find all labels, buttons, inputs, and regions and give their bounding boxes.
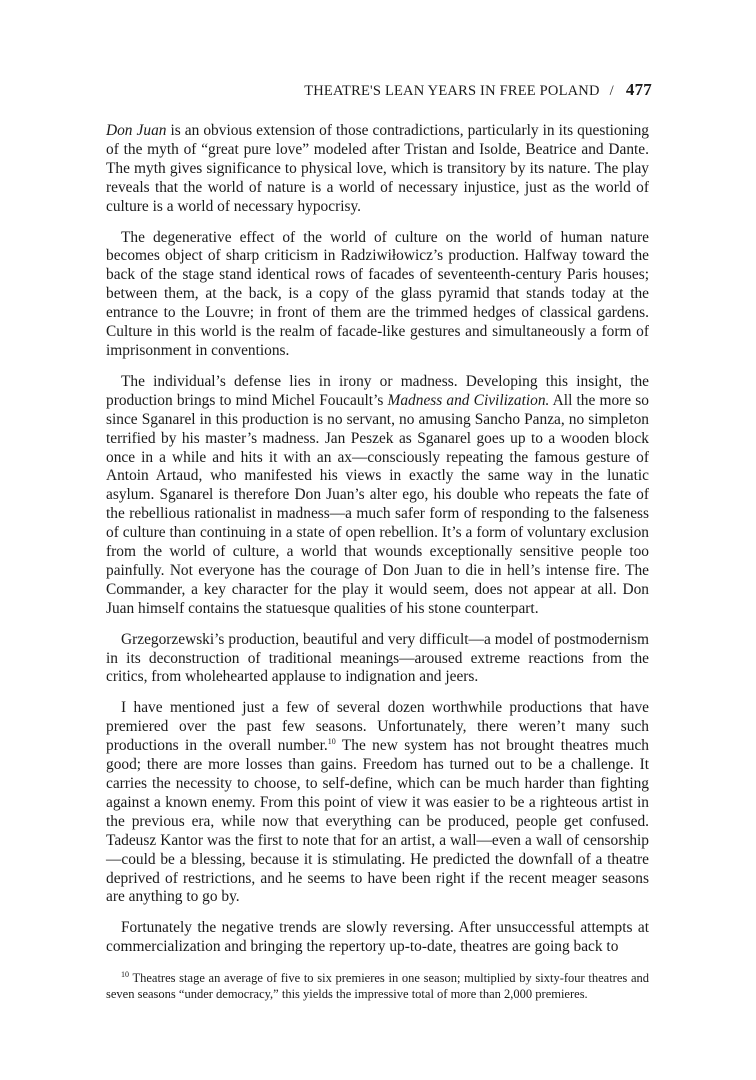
paragraph-2: The degenerative effect of the world of culture on the world of human nature becomes object of sharp criticism in Radziwiłowicz’s production. Halfway toward the back of the stage stand identical rows of facades of seventeenth-century Paris houses; between them, at the back, is a copy of the glass pyramid that stands today at the entrance to the Louvre; in front of them are the trimmed hedges of classical gardens. Culture in this world is the realm of facade-like gestures and simultaneously a form of imprisonment in conventions. (106, 228, 649, 359)
paragraph-5-text-a: I have mentioned just a few of several dozen worthwhile productions that have premiered over the past few seasons. Unfortunately, there weren’t many such productions in the overall number. (106, 699, 649, 755)
paragraph-3-text-a: The individual’s defense lies in irony or madness. Developing this insight, the production brings to mind Michel Foucault’s (106, 372, 649, 409)
play-title-italic: Don Juan (106, 122, 167, 139)
paragraph-3 (106, 373, 649, 619)
running-header (304, 80, 652, 100)
paragraph-3-text-b: All the more so since Sganarel in this production is no servant, no amusing Sancho Panza, no simpleton terrified by his master’s madness. Jan Peszek as Sganarel goes up to a wooden block once in a while and hits it with an ax—consciously repeating the famous gesture of Antoin Artaud, who manifested his views in exactly the same way in the lunatic asylum. Sganarel is therefore Don Juan’s alter ego, his double who repeats the fate of the rebellious rationalist in madness—a much safer form of responding to the falseness of culture than continuing in a state of open rebellion. It’s a form of voluntary exclusion from the world of culture, a world that wounds exceptionally sensitive people too painfully. Not everyone has the courage of Don Juan to die in hell’s intense fire. The Commander, a key character for the play it would seem, does not appear at all. Don Juan himself contains the statuesque qualities of his stone counterpart. (106, 391, 649, 617)
paragraph-6: Fortunately the negative trends are slowly reversing. After unsuccessful attempts at commercialization and bringing the repertory up-to-date, theatres are going back to (106, 919, 649, 956)
header-separator: / (609, 83, 614, 99)
paragraph-5-text-b: The new system has not brought theatres much good; there are more losses than gains. Freedom has turned out to be a challenge. It carries the necessity to choose, to self-define, which can be much harder than fighting against a known enemy. From this point of view it was easier to be a righteous artist in the previous era, while now that everything can be produced, people get confused. Tadeusz Kantor was the first to note that for an artist, a wall—even a wall of censorship—could be a blessing, because it is stimulating. He predicted the downfall of a theatre deprived of restrictions, and he seems to have been right if the recent meager seasons are anything to go by. (106, 737, 650, 906)
book-title-italic: Madness and Civilization. (387, 391, 550, 409)
page-number: 477 (625, 80, 652, 99)
footnote-text: Theatres stage an average of five to six premieres in one season; multiplied by sixty-four theatres and seven seasons “under democracy,” this yields the impressive total of more than 2,000 premieres. (106, 971, 649, 1001)
paragraph-5 (106, 699, 649, 907)
running-title: THEATRE'S LEAN YEARS IN FREE POLAND (304, 83, 600, 99)
footnote-reference[interactable]: 10 (327, 737, 336, 747)
footnote-marker: 10 (121, 969, 129, 979)
paragraph-4: Grzegorzewski’s production, beautiful and very difficult—a model of postmodernism in its deconstruction of traditional meanings—aroused extreme reactions from the critics, from wholehearted applause to indignation and jeers. (106, 630, 649, 686)
body-text (106, 122, 649, 957)
paragraph-1-text: is an obvious extension of those contradictions, particularly in its questioning of the myth of “great pure love” modeled after Tristan and Isolde, Beatrice and Dante. The myth gives significance to physical love, which is transitory by its nature. The play reveals that the world of nature is a world of necessary injustice, just as the world of culture is a world of necessary hypocrisy. (106, 122, 649, 215)
footnote (106, 971, 649, 1002)
paragraph-1 (106, 122, 649, 217)
